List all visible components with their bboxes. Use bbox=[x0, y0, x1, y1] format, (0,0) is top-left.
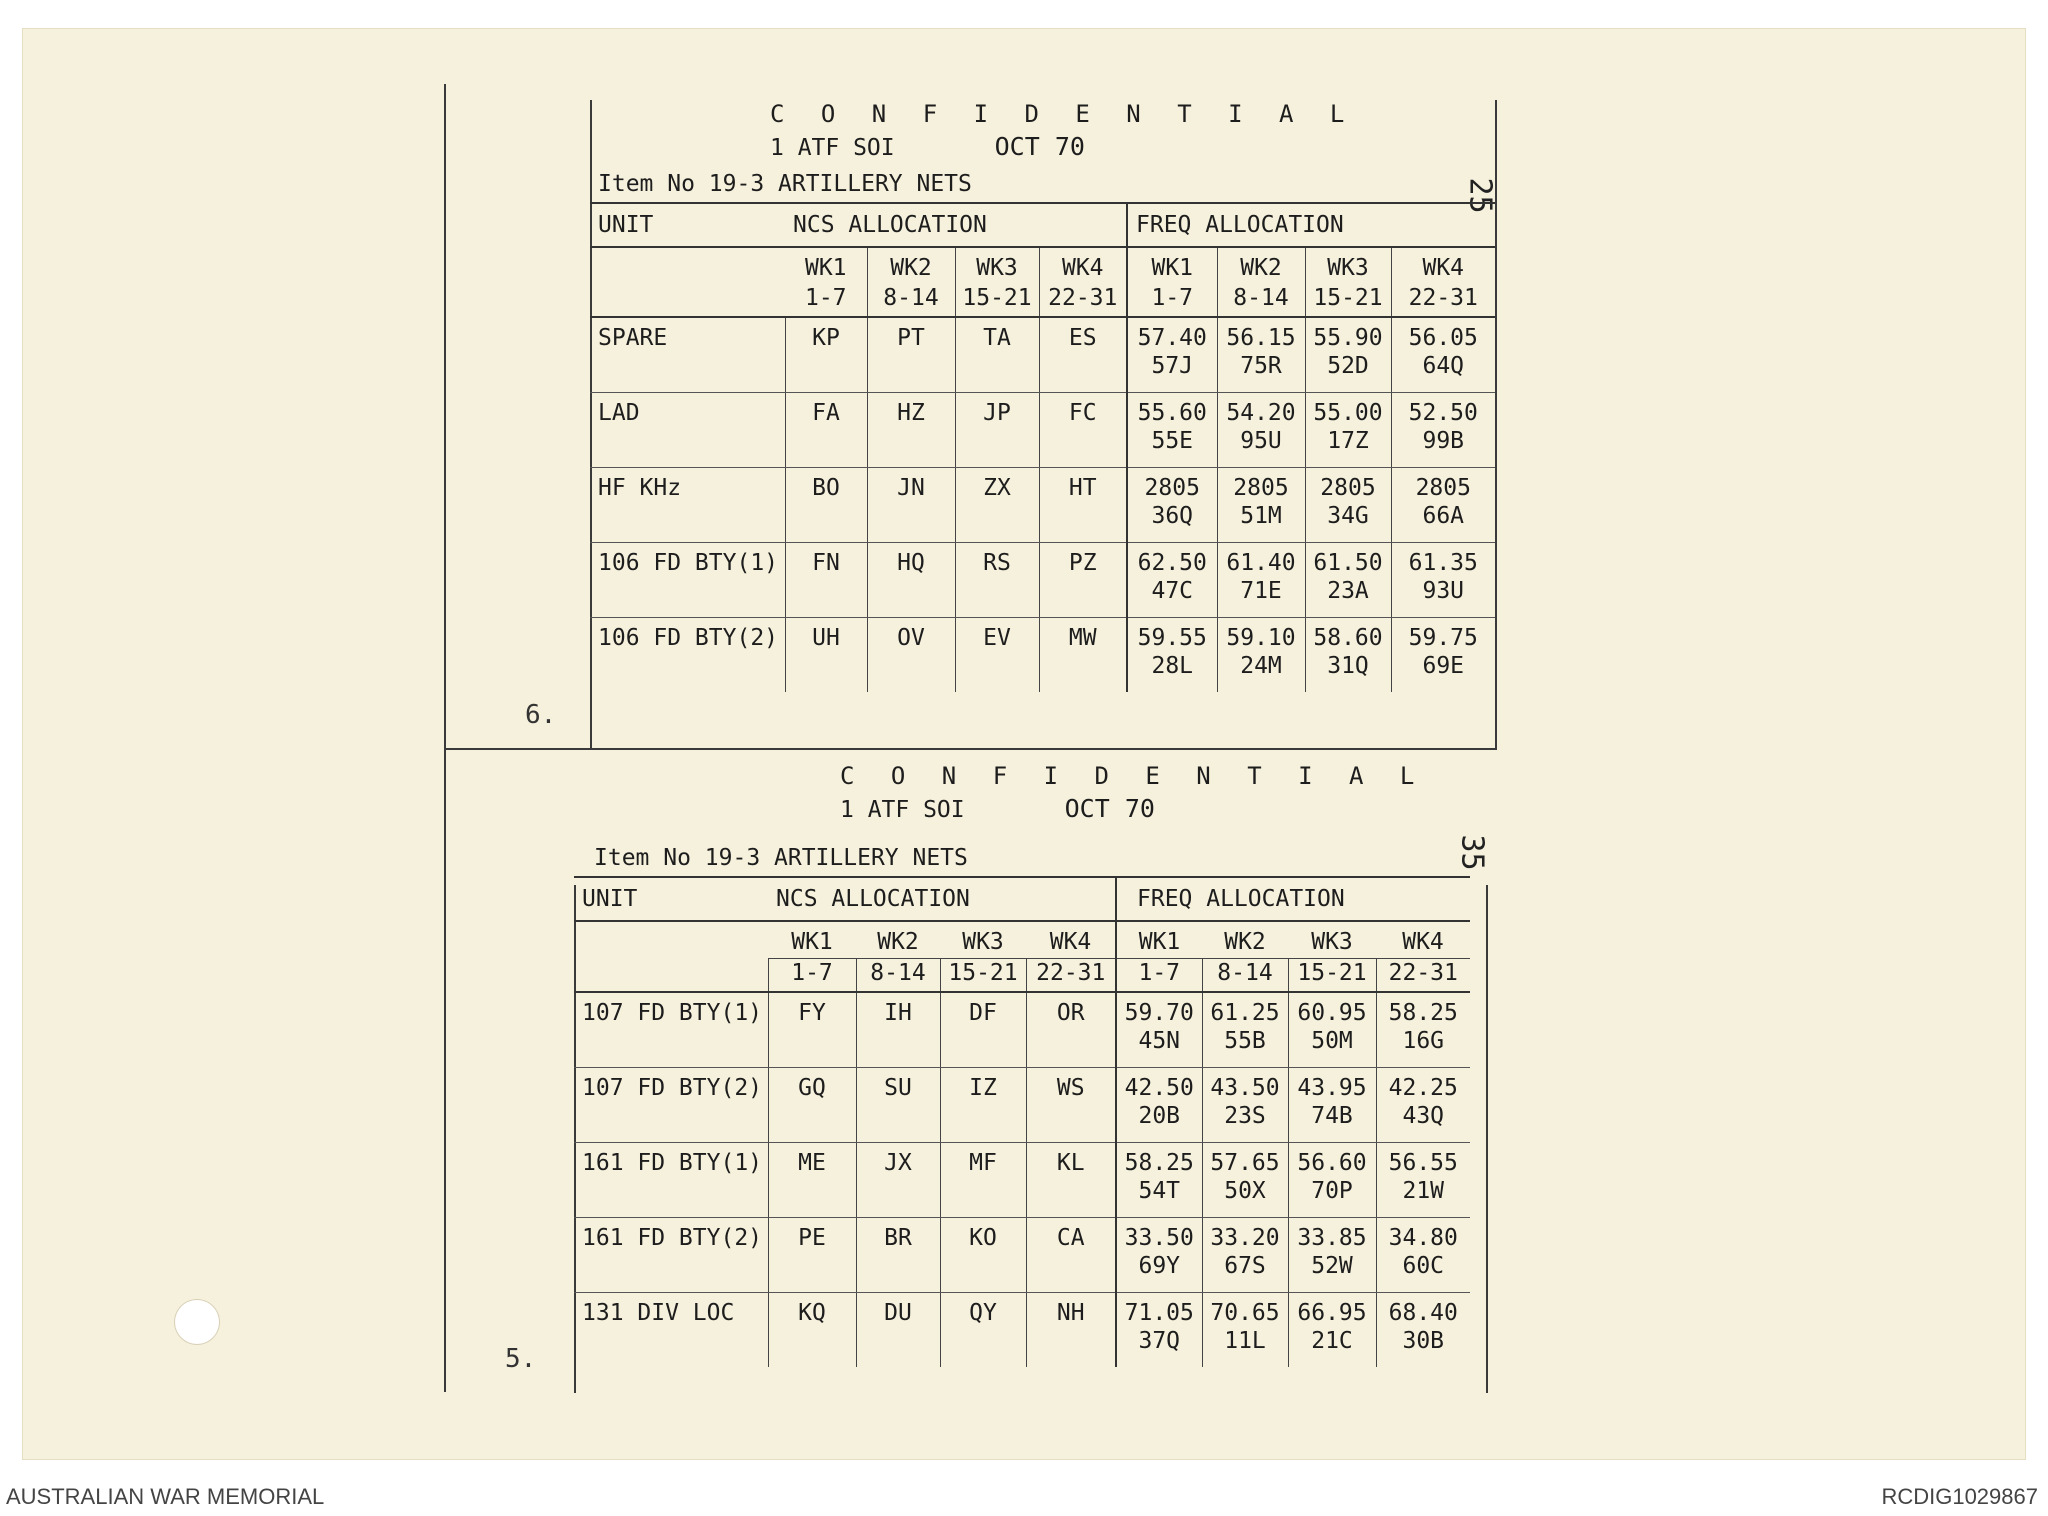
unit-header: UNIT bbox=[590, 203, 785, 247]
ncs-callsign: PT bbox=[867, 317, 955, 393]
week-label: WK2 bbox=[867, 247, 955, 284]
week-label: WK1 bbox=[1127, 247, 1217, 284]
week-label: WK1 bbox=[1116, 921, 1202, 959]
day-range: 8-14 bbox=[1202, 959, 1288, 993]
freq-cell bbox=[1305, 393, 1391, 468]
item-title: Item No 19-3 ARTILLERY NETS bbox=[594, 845, 968, 871]
frequency-value: 2805 bbox=[1415, 475, 1471, 501]
ncs-callsign: PZ bbox=[1039, 543, 1127, 618]
left-margin-line bbox=[444, 84, 446, 1392]
freq-cell bbox=[1217, 393, 1305, 468]
frequency-code: 75R bbox=[1240, 353, 1282, 379]
ncs-callsign: IH bbox=[856, 992, 940, 1068]
unit-name: HF KHz bbox=[590, 468, 785, 543]
freq-cell bbox=[1288, 1293, 1376, 1368]
day-range: 15-21 bbox=[955, 284, 1039, 317]
freq-allocation-header: FREQ ALLOCATION bbox=[1127, 203, 1495, 247]
frequency-code: 70P bbox=[1311, 1178, 1353, 1204]
day-range: 8-14 bbox=[856, 959, 940, 993]
week-label: WK4 bbox=[1402, 929, 1444, 955]
freq-cell bbox=[1391, 468, 1495, 543]
frequency-code: 54T bbox=[1138, 1178, 1181, 1204]
freq-cell bbox=[1217, 317, 1305, 393]
frequency-value: 43.50 bbox=[1210, 1075, 1280, 1101]
frequency-code: 60C bbox=[1402, 1253, 1445, 1279]
frequency-code: 45N bbox=[1138, 1028, 1181, 1054]
day-range: 22-31 bbox=[1376, 959, 1470, 993]
confidential-heading: C O N F I D E N T I A L bbox=[840, 762, 1426, 790]
frequency-code: 20B bbox=[1138, 1103, 1181, 1129]
table-row bbox=[590, 317, 1495, 393]
freq-cell bbox=[1202, 1218, 1288, 1293]
freq-cell bbox=[1116, 1068, 1202, 1143]
unit-name: 161 FD BTY(2) bbox=[574, 1218, 768, 1293]
ncs-callsign: NH bbox=[1026, 1293, 1116, 1368]
freq-cell bbox=[1376, 1218, 1470, 1293]
week-label: WK1 bbox=[791, 929, 833, 955]
artillery-nets-table bbox=[574, 876, 1470, 1367]
frequency-code: 64Q bbox=[1422, 353, 1465, 379]
day-range: 22-31 bbox=[1039, 284, 1127, 317]
freq-allocation-header: FREQ ALLOCATION bbox=[1116, 877, 1470, 921]
ncs-allocation-header: NCS ALLOCATION bbox=[768, 877, 1116, 921]
sheet-2 bbox=[582, 762, 1495, 1367]
unit-name: 161 FD BTY(1) bbox=[574, 1143, 768, 1218]
frequency-code: 34G bbox=[1327, 503, 1369, 529]
ncs-callsign: FN bbox=[785, 543, 867, 618]
frequency-value: 66.95 bbox=[1297, 1300, 1367, 1326]
frequency-value: 70.65 bbox=[1210, 1300, 1280, 1326]
ncs-callsign: FC bbox=[1039, 393, 1127, 468]
day-range: 1-7 bbox=[1116, 959, 1202, 993]
table-row bbox=[590, 618, 1495, 693]
ncs-callsign: FA bbox=[785, 393, 867, 468]
day-range: 8-14 bbox=[867, 284, 955, 317]
freq-cell bbox=[1288, 1143, 1376, 1218]
freq-cell bbox=[1217, 618, 1305, 693]
week-label: WK2 bbox=[1224, 929, 1266, 955]
freq-cell bbox=[1305, 618, 1391, 693]
freq-cell bbox=[1288, 992, 1376, 1068]
frequency-value: 43.95 bbox=[1297, 1075, 1367, 1101]
frequency-value: 55.00 bbox=[1313, 400, 1383, 426]
freq-cell bbox=[1202, 1293, 1288, 1368]
day-range: 22-31 bbox=[1026, 959, 1116, 993]
week-label: WK3 bbox=[955, 247, 1039, 284]
frequency-value: 57.40 bbox=[1137, 325, 1207, 351]
week-label: WK4 bbox=[1391, 247, 1495, 284]
frequency-value: 61.35 bbox=[1408, 550, 1478, 576]
freq-cell bbox=[1288, 1218, 1376, 1293]
frequency-value: 56.15 bbox=[1226, 325, 1296, 351]
ncs-callsign: DU bbox=[856, 1293, 940, 1368]
frequency-value: 56.05 bbox=[1408, 325, 1478, 351]
ncs-callsign: RS bbox=[955, 543, 1039, 618]
frequency-code: 50X bbox=[1224, 1178, 1266, 1204]
frequency-code: 31Q bbox=[1327, 653, 1369, 679]
freq-cell bbox=[1127, 317, 1217, 393]
freq-cell bbox=[1127, 468, 1217, 543]
frequency-value: 33.50 bbox=[1124, 1225, 1194, 1251]
table-row bbox=[574, 1068, 1470, 1143]
frequency-code: 99B bbox=[1422, 428, 1465, 454]
soi-label: 1 ATF SOI bbox=[770, 135, 895, 161]
sheet-1-side-number: 25 bbox=[1462, 177, 1498, 214]
frequency-code: 11L bbox=[1224, 1328, 1266, 1354]
frequency-code: 23S bbox=[1224, 1103, 1266, 1129]
table-row bbox=[590, 468, 1495, 543]
freq-cell bbox=[1116, 1293, 1202, 1368]
freq-cell bbox=[1305, 468, 1391, 543]
ncs-callsign: OV bbox=[867, 618, 955, 693]
frequency-code: 37Q bbox=[1138, 1328, 1181, 1354]
week-label: WK3 bbox=[962, 929, 1004, 955]
freq-cell bbox=[1116, 1218, 1202, 1293]
ncs-callsign: SU bbox=[856, 1068, 940, 1143]
ncs-callsign: MW bbox=[1039, 618, 1127, 693]
day-range: 15-21 bbox=[940, 959, 1026, 993]
frequency-code: 55E bbox=[1151, 428, 1194, 454]
week-label: WK4 bbox=[1039, 247, 1127, 284]
frequency-value: 59.70 bbox=[1124, 1000, 1194, 1026]
frequency-value: 57.65 bbox=[1210, 1150, 1280, 1176]
frequency-code: 24M bbox=[1240, 653, 1282, 679]
freq-cell bbox=[1376, 1293, 1470, 1368]
ncs-callsign: ZX bbox=[955, 468, 1039, 543]
freq-cell bbox=[1288, 1068, 1376, 1143]
day-range: 22-31 bbox=[1391, 284, 1495, 317]
frequency-code: 43Q bbox=[1402, 1103, 1445, 1129]
freq-cell bbox=[1127, 543, 1217, 618]
frequency-code: 66A bbox=[1422, 503, 1465, 529]
frequency-value: 2805 bbox=[1320, 475, 1376, 501]
frequency-value: 54.20 bbox=[1226, 400, 1296, 426]
freq-cell bbox=[1376, 992, 1470, 1068]
frequency-value: 58.60 bbox=[1313, 625, 1383, 651]
ncs-callsign: IZ bbox=[940, 1068, 1026, 1143]
unit-name: LAD bbox=[590, 393, 785, 468]
freq-cell bbox=[1116, 1143, 1202, 1218]
frequency-code: 95U bbox=[1240, 428, 1282, 454]
sheet-2-side-mark: 5. bbox=[505, 1344, 537, 1374]
ncs-callsign: MF bbox=[940, 1143, 1026, 1218]
ncs-callsign: OR bbox=[1026, 992, 1116, 1068]
freq-cell bbox=[1305, 317, 1391, 393]
ncs-callsign: HQ bbox=[867, 543, 955, 618]
footer-archive-name: AUSTRALIAN WAR MEMORIAL bbox=[6, 1484, 325, 1509]
unit-name: 106 FD BTY(2) bbox=[598, 625, 779, 651]
punch-hole bbox=[174, 1299, 220, 1345]
frequency-value: 2805 bbox=[1144, 475, 1200, 501]
freq-cell bbox=[1127, 618, 1217, 693]
table-row bbox=[574, 1143, 1470, 1218]
freq-cell bbox=[1391, 393, 1495, 468]
soi-label: 1 ATF SOI bbox=[840, 797, 965, 823]
ncs-callsign: GQ bbox=[768, 1068, 856, 1143]
frequency-code: 51M bbox=[1240, 503, 1282, 529]
sheet-1 bbox=[590, 100, 1495, 692]
ncs-callsign: JX bbox=[856, 1143, 940, 1218]
week-label: WK4 bbox=[1049, 929, 1092, 955]
table-row bbox=[574, 1293, 1470, 1368]
frequency-code: 69Y bbox=[1138, 1253, 1181, 1279]
ncs-callsign: DF bbox=[940, 992, 1026, 1068]
frequency-code: 67S bbox=[1224, 1253, 1266, 1279]
freq-cell bbox=[1391, 317, 1495, 393]
ncs-callsign: WS bbox=[1026, 1068, 1116, 1143]
ncs-callsign: KP bbox=[785, 317, 867, 393]
table-row bbox=[574, 1218, 1470, 1293]
ncs-callsign: JN bbox=[867, 468, 955, 543]
frequency-value: 60.95 bbox=[1297, 1000, 1367, 1026]
frequency-value: 55.60 bbox=[1137, 400, 1207, 426]
table-row bbox=[590, 393, 1495, 468]
footer-record-id: RCDIG1029867 bbox=[1881, 1484, 2038, 1509]
frequency-value: 56.55 bbox=[1388, 1150, 1458, 1176]
sheet-2-side-number: 35 bbox=[1454, 834, 1490, 871]
soi-heading bbox=[590, 132, 1495, 166]
frequency-code: 30B bbox=[1402, 1328, 1445, 1354]
ncs-callsign: FY bbox=[768, 992, 856, 1068]
ncs-callsign: TA bbox=[955, 317, 1039, 393]
ncs-callsign: CA bbox=[1026, 1218, 1116, 1293]
frequency-value: 56.60 bbox=[1297, 1150, 1367, 1176]
soi-heading bbox=[590, 794, 1495, 828]
frequency-value: 59.75 bbox=[1408, 625, 1478, 651]
soi-date: OCT 70 bbox=[994, 132, 1085, 161]
frequency-code: 69E bbox=[1422, 653, 1465, 679]
frequency-value: 33.85 bbox=[1297, 1225, 1367, 1251]
frequency-code: 52W bbox=[1311, 1253, 1353, 1279]
ncs-callsign: UH bbox=[785, 618, 867, 693]
freq-cell bbox=[1116, 992, 1202, 1068]
frequency-value: 58.25 bbox=[1388, 1000, 1458, 1026]
frequency-value: 42.25 bbox=[1388, 1075, 1458, 1101]
freq-cell bbox=[1202, 1143, 1288, 1218]
frequency-value: 52.50 bbox=[1408, 400, 1478, 426]
unit-name: SPARE bbox=[590, 317, 785, 393]
frequency-code: 23A bbox=[1327, 578, 1369, 604]
table-row bbox=[574, 992, 1470, 1068]
unit-header: UNIT bbox=[574, 877, 768, 921]
ncs-callsign: ME bbox=[768, 1143, 856, 1218]
ncs-callsign: KQ bbox=[768, 1293, 856, 1368]
frequency-code: 57J bbox=[1151, 353, 1194, 379]
ncs-callsign: EV bbox=[955, 618, 1039, 693]
frequency-value: 59.55 bbox=[1137, 625, 1207, 651]
ncs-callsign: KO bbox=[940, 1218, 1026, 1293]
ncs-callsign: HZ bbox=[867, 393, 955, 468]
ncs-callsign: KL bbox=[1026, 1143, 1116, 1218]
frequency-code: 55B bbox=[1224, 1028, 1266, 1054]
frequency-code: 50M bbox=[1311, 1028, 1353, 1054]
freq-cell bbox=[1127, 393, 1217, 468]
freq-cell bbox=[1202, 1068, 1288, 1143]
soi-date: OCT 70 bbox=[1064, 794, 1155, 823]
day-range: 15-21 bbox=[1305, 284, 1391, 317]
frequency-value: 58.25 bbox=[1124, 1150, 1194, 1176]
freq-cell bbox=[1376, 1143, 1470, 1218]
frequency-code: 16G bbox=[1402, 1028, 1445, 1054]
frequency-code: 71E bbox=[1240, 578, 1282, 604]
sheet-divider bbox=[444, 748, 1496, 750]
freq-cell bbox=[1391, 618, 1495, 693]
day-range: 8-14 bbox=[1217, 284, 1305, 317]
frequency-value: 59.10 bbox=[1226, 625, 1296, 651]
ncs-callsign: QY bbox=[940, 1293, 1026, 1368]
artillery-nets-table bbox=[590, 202, 1495, 692]
ncs-callsign: PE bbox=[768, 1218, 856, 1293]
day-range: 1-7 bbox=[768, 959, 856, 993]
frequency-code: 52D bbox=[1327, 353, 1369, 379]
ncs-callsign: BO bbox=[785, 468, 867, 543]
frequency-code: 36Q bbox=[1151, 503, 1194, 529]
ncs-callsign: ES bbox=[1039, 317, 1127, 393]
frequency-code: 21W bbox=[1402, 1178, 1445, 1204]
unit-name: 107 FD BTY(2) bbox=[574, 1068, 768, 1143]
ncs-callsign: HT bbox=[1039, 468, 1127, 543]
frequency-value: 61.50 bbox=[1313, 550, 1383, 576]
freq-cell bbox=[1217, 543, 1305, 618]
frequency-code: 47C bbox=[1151, 578, 1194, 604]
frequency-value: 33.20 bbox=[1210, 1225, 1280, 1251]
frequency-value: 61.25 bbox=[1210, 1000, 1280, 1026]
frequency-value: 34.80 bbox=[1388, 1225, 1458, 1251]
frequency-code: 17Z bbox=[1327, 428, 1369, 454]
freq-cell bbox=[1305, 543, 1391, 618]
week-label: WK3 bbox=[1311, 929, 1353, 955]
ncs-callsign: BR bbox=[856, 1218, 940, 1293]
freq-cell bbox=[1202, 992, 1288, 1068]
frequency-code: 21C bbox=[1311, 1328, 1353, 1354]
unit-name: 131 DIV LOC bbox=[582, 1300, 735, 1326]
freq-cell bbox=[1217, 468, 1305, 543]
freq-cell bbox=[1391, 543, 1495, 618]
ncs-callsign: JP bbox=[955, 393, 1039, 468]
frequency-value: 71.05 bbox=[1124, 1300, 1194, 1326]
freq-cell bbox=[1376, 1068, 1470, 1143]
day-range: 1-7 bbox=[785, 284, 867, 317]
unit-name: 107 FD BTY(1) bbox=[574, 992, 768, 1068]
frequency-value: 61.40 bbox=[1226, 550, 1296, 576]
frequency-value: 62.50 bbox=[1137, 550, 1207, 576]
unit-name: 106 FD BTY(1) bbox=[590, 543, 785, 618]
frequency-value: 2805 bbox=[1233, 475, 1289, 501]
day-range: 15-21 bbox=[1288, 959, 1376, 993]
ncs-allocation-header: NCS ALLOCATION bbox=[785, 203, 1127, 247]
week-label: WK2 bbox=[877, 929, 919, 955]
frequency-value: 68.40 bbox=[1388, 1300, 1458, 1326]
frequency-value: 42.50 bbox=[1124, 1075, 1194, 1101]
frequency-code: 28L bbox=[1151, 653, 1194, 679]
day-range: 1-7 bbox=[1127, 284, 1217, 317]
week-label: WK2 bbox=[1217, 247, 1305, 284]
frequency-code: 74B bbox=[1311, 1103, 1353, 1129]
table-row bbox=[590, 543, 1495, 618]
sheet-1-side-mark: 6. bbox=[525, 700, 557, 730]
frequency-code: 93U bbox=[1422, 578, 1465, 604]
week-label: WK3 bbox=[1305, 247, 1391, 284]
item-title: Item No 19-3 ARTILLERY NETS bbox=[598, 171, 972, 197]
week-label: WK1 bbox=[804, 255, 847, 281]
frequency-value: 55.90 bbox=[1313, 325, 1383, 351]
confidential-heading: C O N F I D E N T I A L bbox=[770, 100, 1356, 128]
